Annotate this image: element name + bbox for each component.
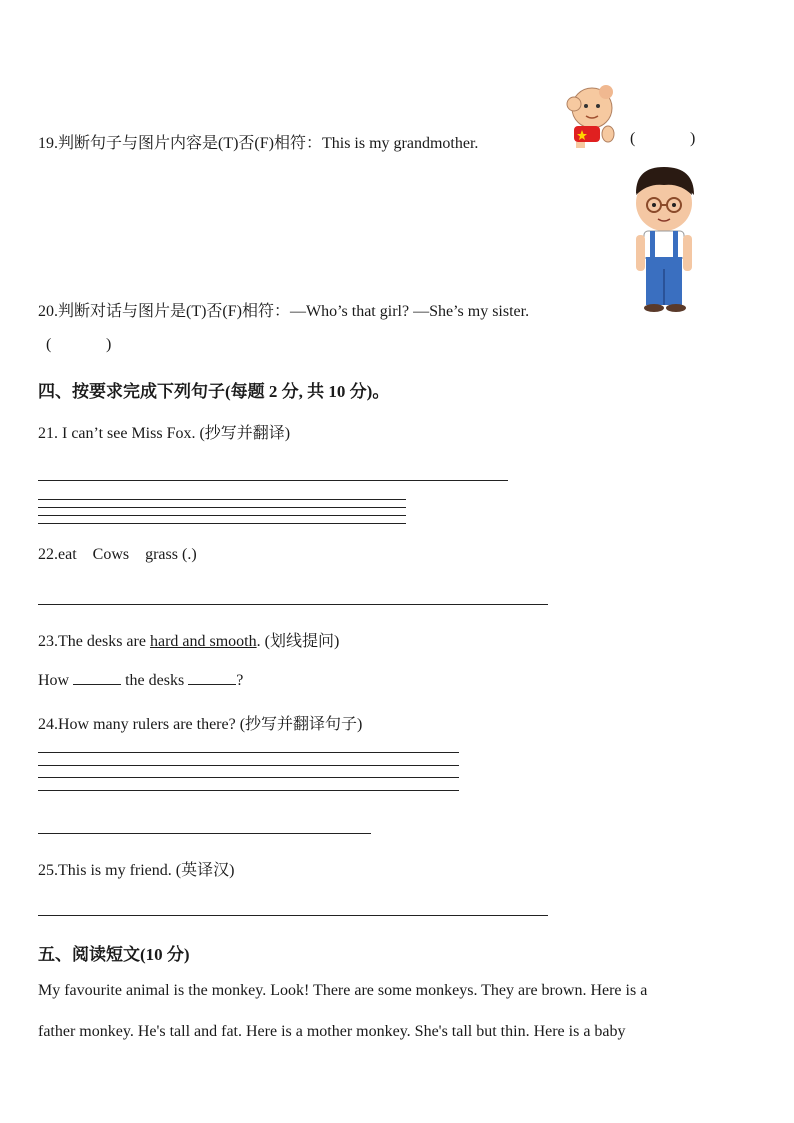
q23-blank-2[interactable] — [188, 670, 236, 685]
q23-end: ? — [236, 672, 244, 689]
q23-suffix: . (划线提问) — [256, 633, 340, 650]
q25-answer-line[interactable] — [38, 915, 548, 916]
reading-passage-line-1: My favourite animal is the monkey. Look! There are some monkeys. They are brown. Here is a — [38, 982, 648, 999]
q21-answer-line[interactable] — [38, 480, 508, 481]
q21-text: 21. I can’t see Miss Fox. (抄写并翻译) — [38, 425, 291, 442]
q19-paren-close: ) — [690, 130, 696, 147]
q24-answer-line[interactable] — [38, 833, 371, 834]
section-4-heading: 四、按要求完成下列句子(每题 2 分, 共 10 分)。 — [38, 382, 390, 401]
q24-writing-line[interactable] — [38, 765, 459, 766]
q20-text: 20.判断对话与图片是(T)否(F)相符：—Who’s that girl? —She’s my sister. — [38, 303, 530, 320]
q20-paren-open: ( — [46, 336, 52, 353]
q22-text: 22.eat Cows grass (.) — [38, 546, 197, 563]
q23-underlined-phrase: hard and smooth — [149, 633, 257, 650]
q21-writing-line[interactable] — [38, 515, 406, 516]
q23-prefix: 23.The desks are — [38, 633, 150, 650]
q21-writing-line[interactable] — [38, 499, 406, 500]
q23-how: How — [38, 672, 70, 689]
q24-writing-line[interactable] — [38, 777, 459, 778]
q21-writing-line[interactable] — [38, 523, 406, 524]
q23-blank-1[interactable] — [73, 670, 121, 685]
q19-paren-open: ( — [630, 130, 636, 147]
q24-text: 24.How many rulers are there? (抄写并翻译句子) — [38, 716, 363, 733]
section-5-heading: 五、阅读短文(10 分) — [38, 945, 190, 964]
reading-passage-line-2: father monkey. He's tall and fat. Here is a mother monkey. She's tall but thin. Here is a baby — [38, 1023, 626, 1040]
q23-text — [38, 628, 339, 651]
q21-writing-line[interactable] — [38, 507, 406, 508]
q23-mid: the desks — [125, 672, 185, 689]
baby-illustration — [562, 82, 634, 150]
q24-writing-line[interactable] — [38, 752, 459, 753]
q25-text: 25.This is my friend. (英译汉) — [38, 862, 235, 879]
q24-writing-line[interactable] — [38, 790, 459, 791]
q23-answer-template — [38, 670, 243, 690]
q22-answer-line[interactable] — [38, 604, 548, 605]
q19-text: 19.判断句子与图片内容是(T)否(F)相符：This is my grandmother. — [38, 135, 479, 152]
q20-paren-close: ) — [106, 336, 112, 353]
boy-illustration — [630, 165, 700, 315]
